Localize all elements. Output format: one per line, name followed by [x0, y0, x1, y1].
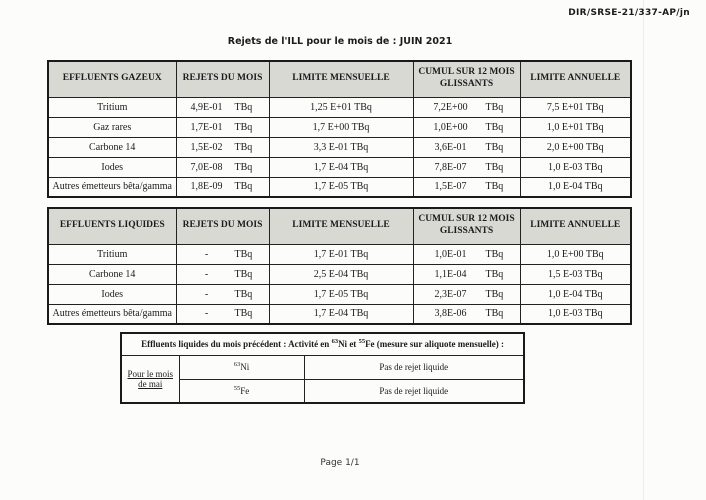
cumul-unit: TBq	[485, 288, 504, 300]
header-cumul-12-mois: CUMUL SUR 12 MOIS GLISSANTS	[413, 208, 520, 244]
rejets-value: -	[204, 308, 209, 320]
table-row	[48, 264, 631, 284]
table-row	[48, 177, 631, 197]
limite-mensuelle-cell: 1,7 E-05 TBq	[269, 284, 413, 304]
rejets-cell	[176, 177, 269, 197]
substance-cell: Tritium	[48, 97, 176, 117]
rejets-unit: TBq	[234, 161, 253, 173]
header-limite-annuelle: LIMITE ANNUELLE	[520, 208, 631, 244]
cumul-cell	[413, 264, 520, 284]
rejets-unit: TBq	[234, 141, 253, 153]
header-rejets-du-mois: REJETS DU MOIS	[176, 208, 269, 244]
liquid-effluents-table	[47, 207, 632, 325]
limite-annuelle-cell: 1,0 E-03 TBq	[520, 304, 631, 324]
rejets-unit: TBq	[234, 268, 253, 280]
rejets-value: 4,9E-01	[190, 101, 223, 113]
cumul-unit: TBq	[485, 248, 504, 260]
page-title: Rejets de l'ILL pour le mois de : JUIN 2021	[227, 36, 453, 47]
substance-cell: Tritium	[48, 244, 176, 264]
month-label-cell: Pour le mois de mai	[121, 355, 179, 403]
cumul-value: 1,0E+00	[433, 121, 468, 133]
limite-annuelle-cell: 1,0 E+01 TBq	[520, 117, 631, 137]
table-row	[48, 284, 631, 304]
limite-annuelle-cell: 1,0 E-04 TBq	[520, 284, 631, 304]
limite-mensuelle-cell: 1,7 E-04 TBq	[269, 157, 413, 177]
substance-cell: Autres émetteurs bêta/gamma	[48, 177, 176, 197]
header-effluents-gazeux: EFFLUENTS GAZEUX	[48, 61, 176, 97]
table-header-row	[48, 208, 631, 244]
table-row	[48, 157, 631, 177]
cumul-cell	[413, 117, 520, 137]
limite-mensuelle-cell: 1,7 E-05 TBq	[269, 177, 413, 197]
cumul-cell	[413, 157, 520, 177]
header-limite-mensuelle: LIMITE MENSUELLE	[269, 61, 413, 97]
table-header-row	[121, 333, 524, 355]
result-cell: Pas de rejet liquide	[304, 355, 524, 379]
limite-annuelle-cell: 1,0 E-04 TBq	[520, 177, 631, 197]
limite-annuelle-cell: 7,5 E+01 TBq	[520, 97, 631, 117]
nuclide-cell: $^{55}$Fe	[179, 379, 304, 403]
substance-cell: Gaz rares	[48, 117, 176, 137]
cumul-unit: TBq	[485, 181, 504, 193]
rejets-value: -	[204, 248, 209, 260]
cumul-value: 7,8E-07	[434, 161, 467, 173]
cumul-value: 7,2E+00	[433, 101, 468, 113]
rejets-unit: TBq	[234, 181, 253, 193]
cumul-value: 2,3E-07	[434, 288, 467, 300]
limite-annuelle-cell: 1,0 E+00 TBq	[520, 244, 631, 264]
header-effluents-liquides: EFFLUENTS LIQUIDES	[48, 208, 176, 244]
rejets-value: -	[204, 268, 209, 280]
cumul-cell	[413, 244, 520, 264]
substance-cell: Iodes	[48, 157, 176, 177]
aliquot-measurements-table	[120, 332, 525, 404]
limite-mensuelle-cell: 1,7 E-01 TBq	[269, 244, 413, 264]
cumul-unit: TBq	[485, 308, 504, 320]
rejets-cell	[176, 117, 269, 137]
cumul-value: 1,1E-04	[434, 268, 467, 280]
rejets-value: 1,7E-01	[190, 121, 223, 133]
rejets-unit: TBq	[234, 288, 253, 300]
cumul-unit: TBq	[485, 101, 504, 113]
substance-cell: Carbone 14	[48, 137, 176, 157]
substance-cell: Carbone 14	[48, 264, 176, 284]
limite-mensuelle-cell: 2,5 E-04 TBq	[269, 264, 413, 284]
cumul-cell	[413, 304, 520, 324]
limite-mensuelle-cell: 1,7 E-04 TBq	[269, 304, 413, 324]
table-row	[48, 244, 631, 264]
rejets-value: -	[204, 288, 209, 300]
header-limite-mensuelle: LIMITE MENSUELLE	[269, 208, 413, 244]
rejets-value: 7,0E-08	[190, 161, 223, 173]
cumul-cell	[413, 284, 520, 304]
table-row	[48, 117, 631, 137]
cumul-cell	[413, 137, 520, 157]
table-row	[48, 137, 631, 157]
result-cell: Pas de rejet liquide	[304, 379, 524, 403]
rejets-unit: TBq	[234, 248, 253, 260]
table-row	[48, 97, 631, 117]
limite-annuelle-cell: 1,5 E-03 TBq	[520, 264, 631, 284]
header-limite-annuelle: LIMITE ANNUELLE	[520, 61, 631, 97]
rejets-value: 1,5E-02	[190, 141, 223, 153]
table-row	[121, 379, 524, 403]
cumul-cell	[413, 97, 520, 117]
table-header-row	[48, 61, 631, 97]
limite-annuelle-cell: 1,0 E-03 TBq	[520, 157, 631, 177]
rejets-cell	[176, 264, 269, 284]
substance-cell: Iodes	[48, 284, 176, 304]
rejets-unit: TBq	[234, 308, 253, 320]
nuclide-cell: $^{63}$Ni	[179, 355, 304, 379]
gaseous-effluents-table	[47, 60, 632, 198]
limite-annuelle-cell: 2,0 E+00 TBq	[520, 137, 631, 157]
table-row	[48, 304, 631, 324]
page-number: Page 1/1	[320, 458, 360, 468]
cumul-unit: TBq	[485, 121, 504, 133]
cumul-cell	[413, 177, 520, 197]
limite-mensuelle-cell: 1,25 E+01 TBq	[269, 97, 413, 117]
scan-page-edge	[643, 0, 644, 500]
rejets-cell	[176, 137, 269, 157]
rejets-cell	[176, 304, 269, 324]
rejets-unit: TBq	[234, 101, 253, 113]
rejets-cell	[176, 244, 269, 264]
document-reference: DIR/SRSE-21/337-AP/jn	[568, 8, 690, 18]
aliquot-caption: Effluents liquides du mois précédent : Activité en $^{63}$Ni et $^{55}$Fe (mesure sur aliquote mensuelle) :	[121, 333, 524, 355]
header-cumul-12-mois: CUMUL SUR 12 MOIS GLISSANTS	[413, 61, 520, 97]
cumul-value: 1,0E-01	[434, 248, 467, 260]
cumul-unit: TBq	[485, 141, 504, 153]
limite-mensuelle-cell: 3,3 E-01 TBq	[269, 137, 413, 157]
header-rejets-du-mois: REJETS DU MOIS	[176, 61, 269, 97]
cumul-value: 3,6E-01	[434, 141, 467, 153]
rejets-unit: TBq	[234, 121, 253, 133]
cumul-value: 3,8E-06	[434, 308, 467, 320]
cumul-unit: TBq	[485, 161, 504, 173]
rejets-cell	[176, 157, 269, 177]
cumul-value: 1,5E-07	[434, 181, 467, 193]
rejets-cell	[176, 284, 269, 304]
rejets-value: 1,8E-09	[190, 181, 223, 193]
cumul-unit: TBq	[485, 268, 504, 280]
table-row	[121, 355, 524, 379]
limite-mensuelle-cell: 1,7 E+00 TBq	[269, 117, 413, 137]
substance-cell: Autres émetteurs bêta/gamma	[48, 304, 176, 324]
rejets-cell	[176, 97, 269, 117]
